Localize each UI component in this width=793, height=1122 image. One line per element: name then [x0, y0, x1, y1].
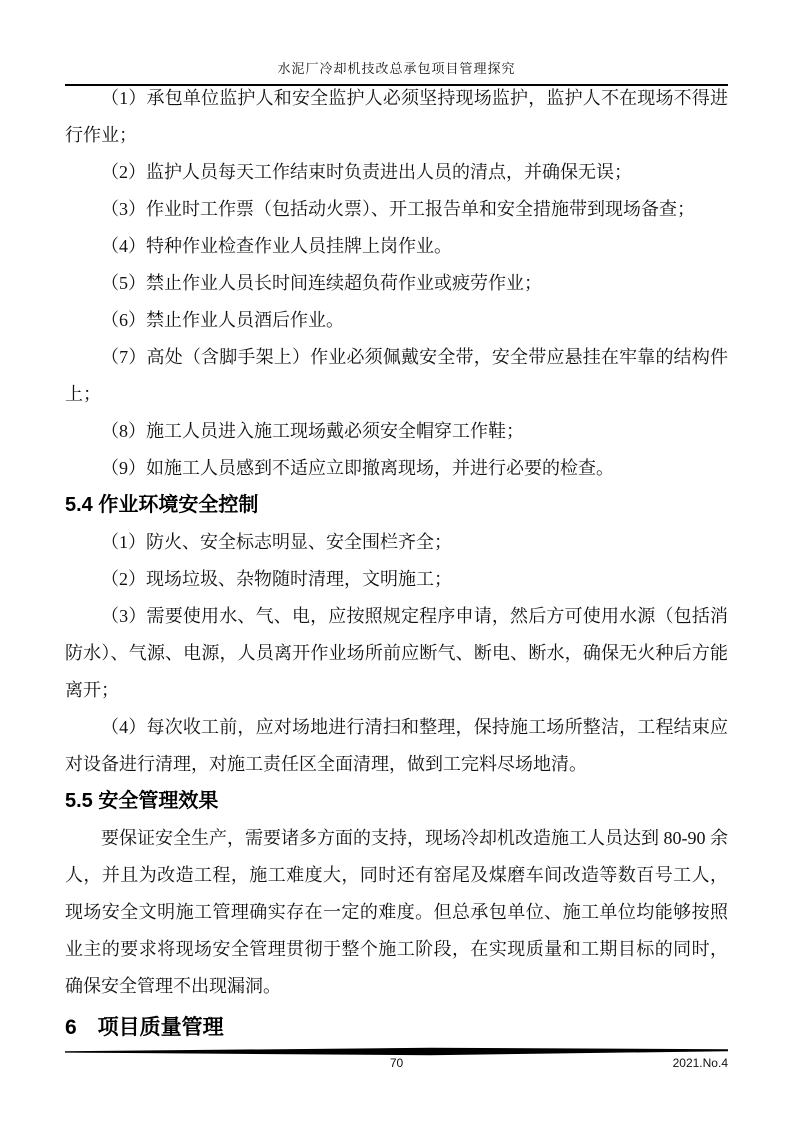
- safety-item-5: （5）禁止作业人员长时间连续超负荷作业或疲劳作业；: [101, 273, 542, 293]
- page-content: [65, 80, 728, 1048]
- environment-item-4: （4）每次收工前，应对场地进行清扫和整理，保持施工场所整洁，工程结束应对设备进行清理，对施工责任区全面清理，做到工完料尽场地清。: [65, 717, 728, 774]
- journal-issue: 2021.No.4: [672, 1056, 728, 1070]
- safety-item-4: （4）特种作业检查作业人员挂牌上岗作业。: [101, 236, 452, 256]
- running-title: 水泥厂冷却机技改总承包项目管理探究: [277, 61, 516, 76]
- environment-item-2: （2）现场垃圾、杂物随时清理，文明施工；: [101, 569, 452, 589]
- environment-item-1: （1）防火、安全标志明显、安全围栏齐全；: [101, 532, 452, 552]
- page-number: 70: [389, 1056, 404, 1070]
- safety-item-1: （1）承包单位监护人和安全监护人必须坚持现场监护，监护人不在现场不得进行作业；: [65, 88, 728, 145]
- safety-item-8: （8）施工人员进入施工现场戴必须安全帽穿工作鞋；: [101, 421, 524, 441]
- section-heading-5-5: 5.5 安全管理效果: [65, 790, 219, 812]
- safety-item-7: （7）高处（含脚手架上）作业必须佩戴安全带，安全带应悬挂在牢靠的结构件上；: [65, 347, 728, 404]
- section-5-5-paragraph: 要保证安全生产，需要诸多方面的支持，现场冷却机改造施工人员达到 80-90 余人，并且为改造工程，施工难度大，同时还有窑尾及煤磨车间改造等数百号工人，现场安全文明施工管理确实存在一定的难度。但总承包单位、施工单位均能够按照业主的要求将现场安全管理贯彻于整个施工阶段，在实现质量和工期目标的同时，确保安全管理不出现漏洞。: [65, 828, 728, 996]
- safety-item-9: （9）如施工人员感到不适应立即撤离现场，并进行必要的检查。: [101, 458, 614, 478]
- environment-item-3: （3）需要使用水、气、电，应按照规定程序申请，然后方可使用水源（包括消防水）、气源、电源，人员离开作业场所前应断气、断电、断水，确保无火种后方能离开；: [65, 606, 728, 700]
- safety-item-3: （3）作业时工作票（包括动火票）、开工报告单和安全措施带到现场备查；: [101, 199, 695, 219]
- safety-item-6: （6）禁止作业人员酒后作业。: [101, 310, 344, 330]
- chapter-heading-6: 6 项目质量管理: [65, 1016, 224, 1039]
- section-heading-5-4: 5.4 作业环境安全控制: [65, 494, 259, 516]
- safety-item-2: （2）监护人员每天工作结束时负责进出人员的清点，并确保无误；: [101, 162, 632, 182]
- page-footer: [65, 1056, 728, 1074]
